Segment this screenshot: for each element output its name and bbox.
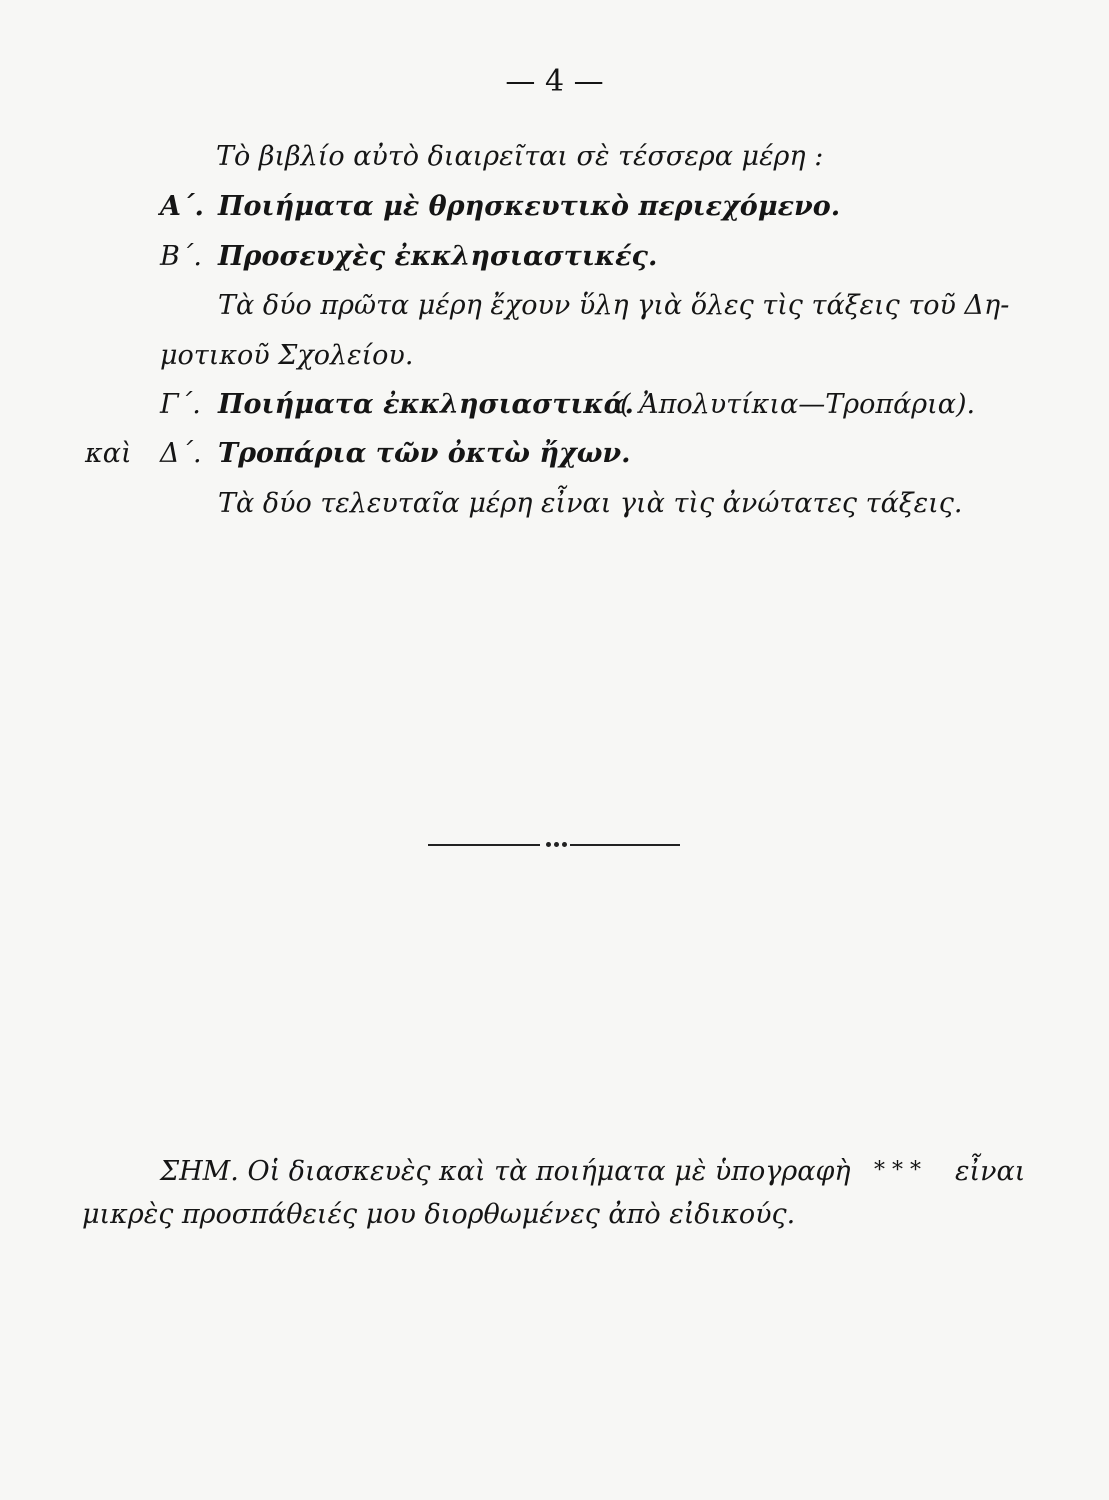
note-asterisks: * * * [874, 1158, 921, 1183]
part-c-number: Γ΄. [160, 389, 201, 420]
note-line1-end: εἶναι [955, 1156, 1026, 1187]
divider-right-bar [570, 844, 680, 846]
divider-left-bar [428, 844, 540, 846]
part-d-title: Τροπάρια τῶν ὀκτὼ ἤχων. [218, 438, 631, 469]
divider-dot-3 [562, 842, 567, 847]
part-d-number: Δ΄. [160, 438, 202, 469]
part-b-title: Προσευχὲς ἐκκλησιαστικές. [218, 241, 658, 272]
divider-dot-1 [546, 842, 551, 847]
para1-line2: μοτικοῦ Σχολείου. [160, 340, 414, 371]
part-a-number: Α΄. [160, 191, 204, 222]
page-number: — 4 — [505, 64, 604, 99]
note-line1: ΣΗΜ. Οἱ διασκευὲς καὶ τὰ ποιήματα μὲ ὑπογραφὴ [160, 1156, 851, 1187]
part-c-extra: ( Ἀπολυτίκια—Τροπάρια). [620, 389, 976, 420]
para1-line1: Τὰ δύο πρῶτα μέρη ἔχουν ὕλη γιὰ ὅλες τὶς τάξεις τοῦ Δη- [218, 290, 1010, 321]
part-d-prefix: καὶ [85, 438, 132, 469]
note-line2: μικρὲς προσπάθειές μου διορθωμένες ἀπὸ εἰδικούς. [82, 1199, 796, 1230]
intro-line: Τὸ βιβλίο αὐτὸ διαιρεῖται σὲ τέσσερα μέρη : [216, 141, 824, 172]
part-c-title: Ποιήματα ἐκκλησιαστικά. [218, 389, 634, 420]
part-b-number: Β΄. [160, 241, 202, 272]
part-a-title: Ποιήματα μὲ θρησκευτικὸ περιεχόμενο. [218, 191, 841, 222]
ornamental-divider [428, 838, 680, 852]
divider-dot-2 [554, 842, 559, 847]
para2-line: Τὰ δύο τελευταῖα μέρη εἶναι γιὰ τὶς ἀνώτατες τάξεις. [218, 488, 963, 519]
